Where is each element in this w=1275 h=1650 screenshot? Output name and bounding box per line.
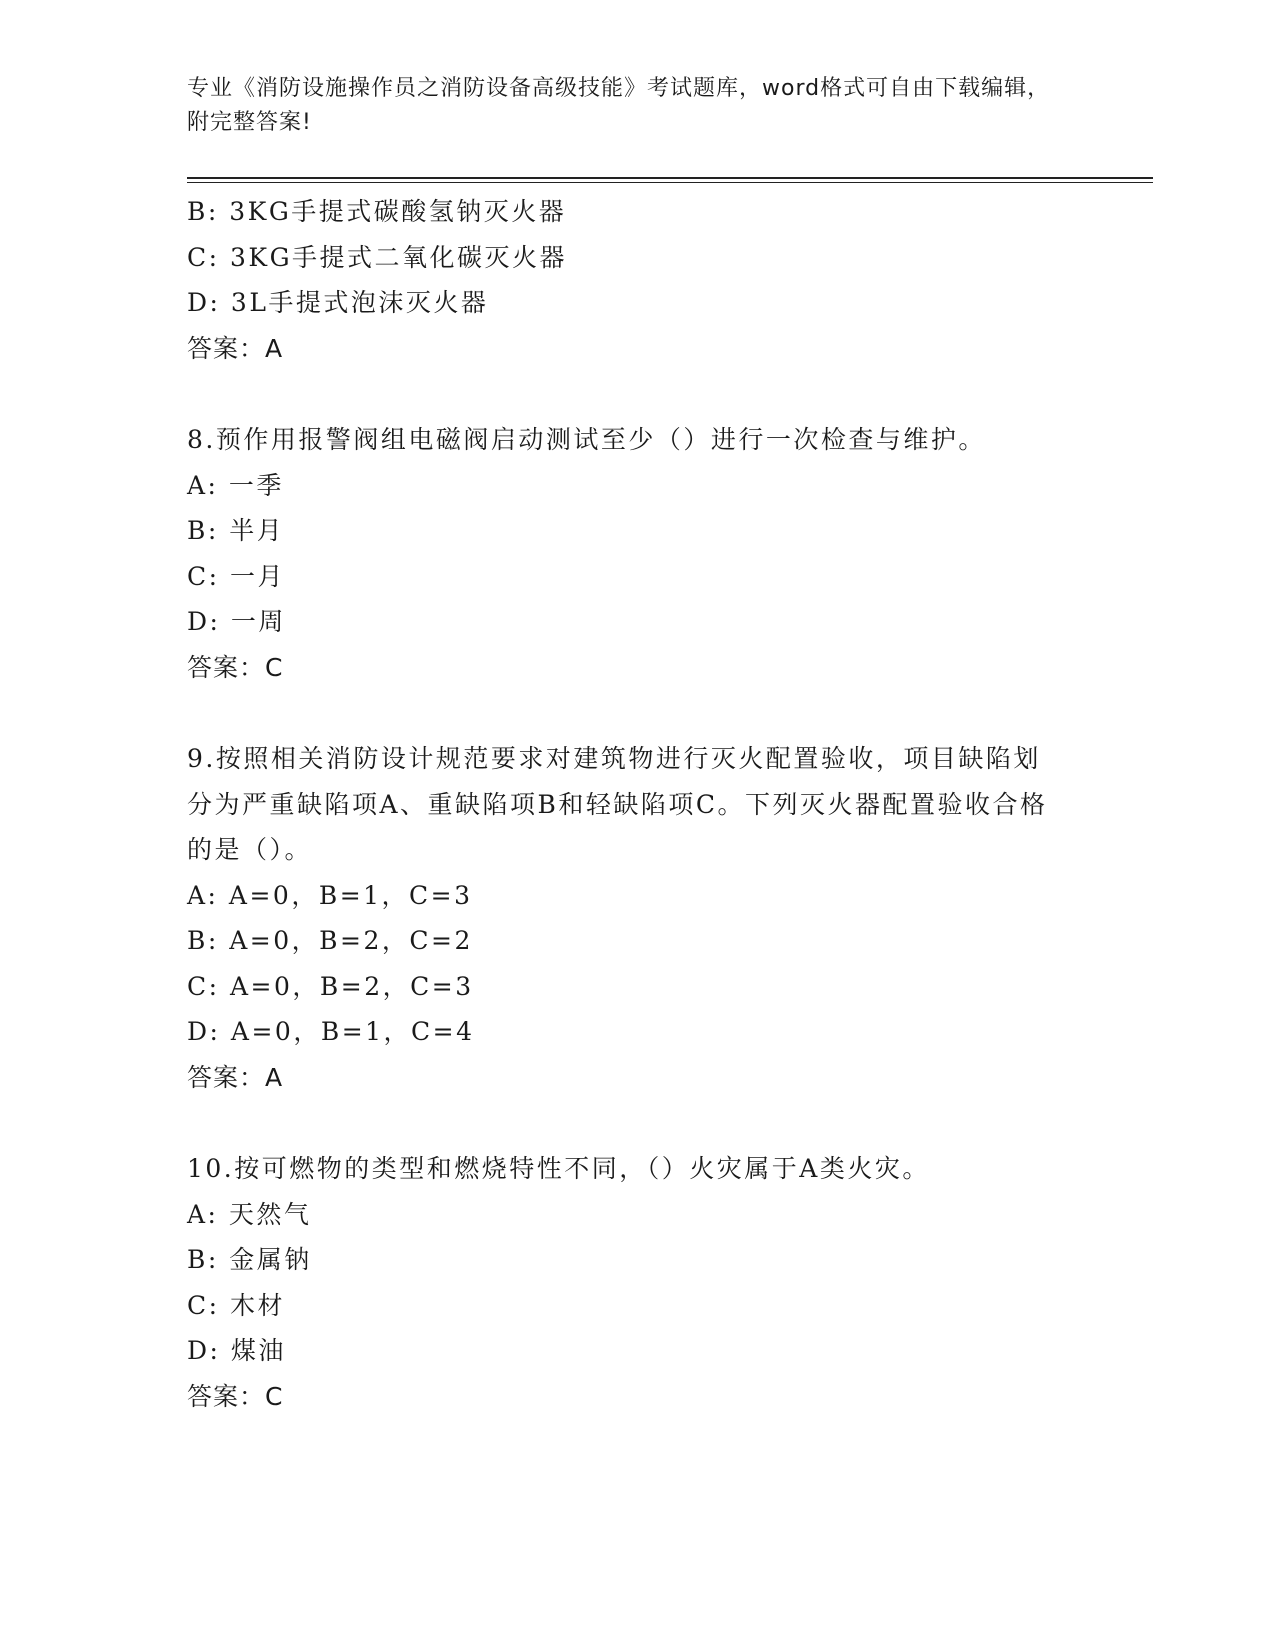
- option-c: C: 木材: [187, 1290, 285, 1320]
- option-c: C: 一月: [187, 561, 285, 591]
- option-b: B: A=0，B=2，C=2: [187, 926, 473, 955]
- option-d: D: 一周: [187, 607, 286, 636]
- option-d: D: A=0，B=1，C=4: [187, 1017, 475, 1046]
- option-a: A: 天然气: [187, 1199, 312, 1229]
- option-a: A: A=0，B=1，C=3: [187, 880, 473, 910]
- option-b: B: 半月: [187, 516, 285, 545]
- question-text: 8.预作用报警阀组电磁阀启动测试至少（）进行一次检查与维护。: [187, 425, 986, 454]
- answer-line: 答案：C: [187, 652, 284, 682]
- question-fragment: [187, 189, 1087, 371]
- option-b: B: 金属钠: [187, 1245, 312, 1274]
- option-b: B: 3KG手提式碳酸氢钠灭火器: [187, 197, 567, 226]
- answer-line: 答案：A: [187, 333, 284, 363]
- question-list: [187, 189, 1087, 1419]
- question-9: [187, 736, 1087, 1100]
- option-a: A: 一季: [187, 470, 284, 500]
- answer-line: 答案：C: [187, 1381, 284, 1411]
- document-intro: 专业《消防设施操作员之消防设备高级技能》考试题库，word格式可自由下载编辑，附完整答案!: [187, 76, 1051, 135]
- header-divider-thin: [187, 182, 1153, 183]
- question-text: 9.按照相关消防设计规范要求对建筑物进行灭火配置验收，项目缺陷划分为严重缺陷项A、重缺陷项B和轻缺陷项C。下列灭火器配置验收合格的是（）。: [187, 744, 1048, 864]
- option-d: D: 煤油: [187, 1336, 286, 1365]
- option-d: D: 3L手提式泡沫灭火器: [187, 288, 489, 317]
- question-10: [187, 1146, 1087, 1419]
- question-text: 10.按可燃物的类型和燃烧特性不同，（）火灾属于A类火灾。: [187, 1154, 930, 1183]
- question-8: [187, 417, 1087, 690]
- answer-line: 答案：A: [187, 1062, 284, 1092]
- option-c: C: 3KG手提式二氧化碳灭火器: [187, 242, 568, 272]
- option-c: C: A=0，B=2，C=3: [187, 971, 474, 1001]
- header-divider-thick: [187, 177, 1153, 179]
